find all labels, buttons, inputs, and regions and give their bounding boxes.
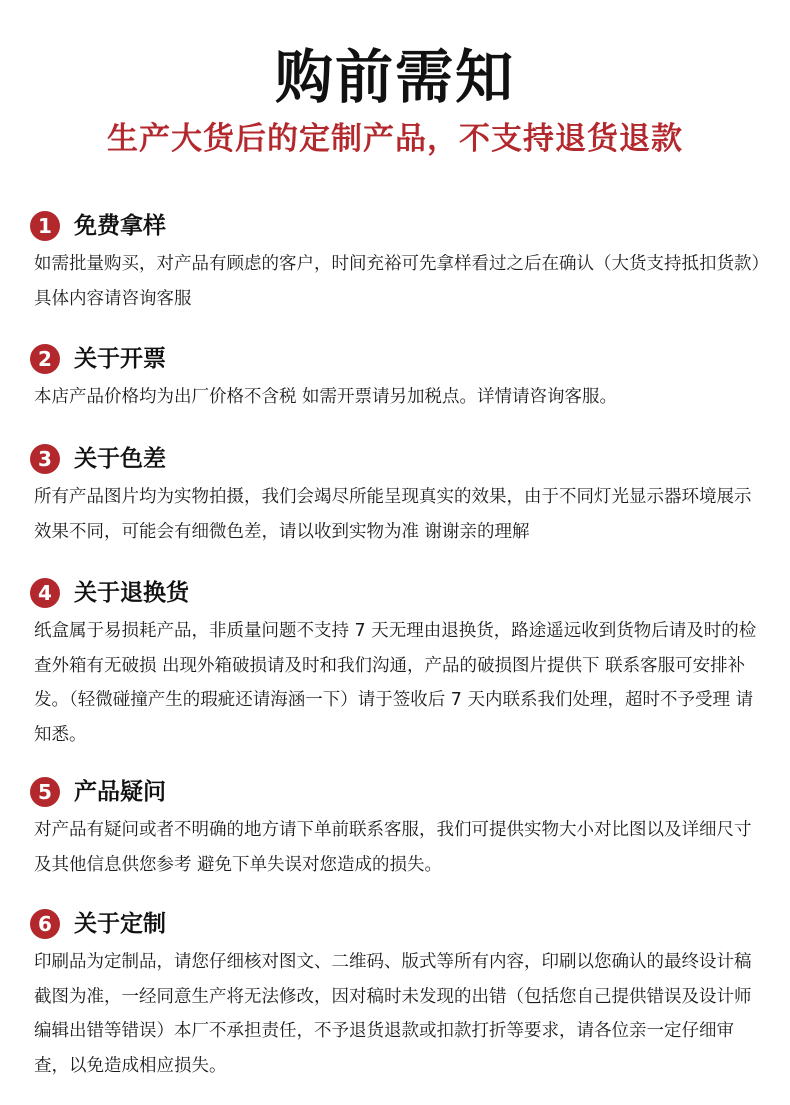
- section-title: 产品疑问: [74, 779, 166, 805]
- section-title: 关于定制: [74, 911, 166, 937]
- section-title: 免费拿样: [74, 213, 166, 239]
- section-customization: [30, 907, 770, 1083]
- number-badge: 3: [30, 444, 60, 474]
- section-body: 印刷品为定制品，请您仔细核对图文、二维码、版式等所有内容，印刷以您确认的最终设计稿截图为准，一经同意生产将无法修改，因对稿时未发现的出错（包括您自己提供错误及设计师编辑出错等错误）本厂不承担责任，不予退货退款或扣款打折等要求，请各位亲一定仔细审查，以免造成相应损失。: [34, 952, 752, 1076]
- page-subtitle: 生产大货后的定制产品，不支持退货退款: [107, 121, 683, 157]
- section-title: 关于色差: [74, 446, 166, 472]
- section-header: [30, 775, 770, 809]
- section-body: 如需批量购买，对产品有顾虑的客户，时间充裕可先拿样看过之后在确认（大货支持抵扣货款）具体内容请咨询客服: [34, 254, 761, 309]
- section-title: 关于开票: [74, 346, 166, 372]
- section-header: [30, 209, 770, 243]
- number-badge: 2: [30, 344, 60, 374]
- section-color-difference: [30, 442, 770, 549]
- section-body: 对产品有疑问或者不明确的地方请下单前联系客服，我们可提供实物大小对比图以及详细尺寸及其他信息供您参考 避免下单失误对您造成的损失。: [34, 820, 752, 875]
- number-badge: 5: [30, 777, 60, 807]
- section-header: [30, 576, 770, 610]
- section-invoice: [30, 342, 770, 415]
- number-badge: 4: [30, 578, 60, 608]
- section-header: [30, 907, 770, 941]
- section-body: 所有产品图片均为实物拍摄，我们会竭尽所能呈现真实的效果，由于不同灯光显示器环境展示效果不同，可能会有细微色差，请以收到实物为准 谢谢亲的理解: [34, 487, 752, 542]
- section-header: [30, 442, 770, 476]
- section-free-sample: [30, 209, 770, 316]
- page-title: 购前需知: [274, 43, 515, 111]
- number-badge: 6: [30, 909, 60, 939]
- section-returns: [30, 576, 770, 752]
- section-product-questions: [30, 775, 770, 882]
- section-title: 关于退换货: [74, 580, 189, 606]
- section-body: 本店产品价格均为出厂价格不含税 如需开票请另加税点。详情请咨询客服。: [34, 387, 618, 407]
- number-badge: 1: [30, 211, 60, 241]
- section-body: 纸盒属于易损耗产品，非质量问题不支持 7 天无理由退换货，路途遥远收到货物后请及时的检查外箱有无破损 出现外箱破损请及时和我们沟通，产品的破损图片提供下 联系客服可安排补发。（轻微碰撞产生的瑕疵还请海涵一下）请于签收后 7 天内联系我们处理，超时不予受理 请知悉。: [34, 621, 757, 745]
- section-header: [30, 342, 770, 376]
